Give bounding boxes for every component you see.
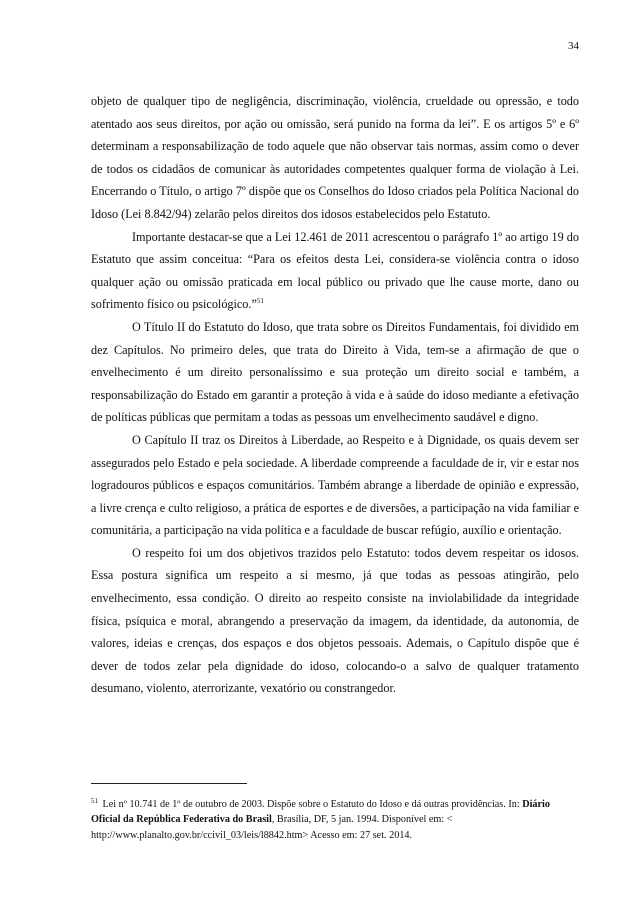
paragraph-text: Importante destacar-se que a Lei 12.461 de 2011 acrescentou o parágrafo 1º ao artigo 19 do Estatuto que assim conceitua: “Para os efeitos desta Lei, considera-se violência contra o idoso qualquer ação ou omissão praticada em local público ou privado que lhe cause morte, dano ou sofrimento físico ou psicológico.”: [91, 229, 579, 312]
footnote-bold-text: Diário Oficial da República Federativa do Brasil: [91, 799, 550, 826]
footnote: [91, 797, 579, 843]
footnote-divider: [91, 783, 247, 784]
paragraph: [91, 316, 579, 429]
paragraph: [91, 429, 579, 542]
footnote-mark: 51: [91, 796, 98, 805]
paragraph: [91, 90, 579, 226]
footnote-text-before: Lei nº 10.741 de 1º de outubro de 2003. Dispõe sobre o Estatuto do Idoso e dá outras providências. In:: [100, 799, 523, 810]
paragraph-text: O respeito foi um dos objetivos trazidos pelo Estatuto: todos devem respeitar os idosos. Essa postura significa um respeito a si mesmo, já que todas as pessoas atingirão, pelo envelhecimento, essa condição. O direito ao respeito consiste na inviolabilidade da integridade física, psíquica e moral, abrangendo a preservação da imagem, da identidade, da autonomia, de valores, ideias e crenças, dos espaços e dos objetos pessoais. Ademais, o Capítulo dispõe que é dever de todos zelar pela dignidade do idoso, colocando-o a salvo de qualquer tratamento desumano, violento, aterrorizante, vexatório ou constrangedor.: [91, 545, 579, 696]
footnote-text-after: , Brasília, DF, 5 jan. 1994. Disponível em: < http://www.planalto.gov.br/ccivil_03/leis/l8842.htm> Acesso em: 27 set. 2014.: [91, 814, 453, 841]
paragraph-text: O Título II do Estatuto do Idoso, que trata sobre os Direitos Fundamentais, foi dividido em dez Capítulos. No primeiro deles, que trata do Direito à Vida, tem-se a afirmação de que o envelhecimento é um direito personalíssimo e sua proteção um direito social e também, a responsabilização do Estado em garantir a proteção à vida e à saúde do idoso mediante a efetivação de políticas públicas que permitam a todas as pessoas um envelhecimento saudável e digno.: [91, 319, 579, 425]
paragraph-text: O Capítulo II traz os Direitos à Liberdade, ao Respeito e à Dignidade, os quais devem ser assegurados pelo Estado e pela sociedade. A liberdade compreende a faculdade de ir, vir e estar nos logradouros públicos e espaços comunitários. Também abrange a liberdade de opinião e expressão, a livre crença e culto religioso, a prática de esportes e de diversões, a participação na vida familiar e comunitária, a participação na vida política e a faculdade de buscar refúgio, auxílio e orientação.: [91, 432, 579, 538]
body-text: [91, 90, 579, 700]
page-number: 34: [568, 40, 579, 52]
paragraph: [91, 542, 579, 700]
footnote-reference: 51: [256, 297, 264, 306]
paragraph: [91, 226, 579, 316]
paragraph-text: objeto de qualquer tipo de negligência, discriminação, violência, crueldade ou opressão, e todo atentado aos seus direitos, por ação ou omissão, será punido na forma da lei”. E os artigos 5º e 6º determinam a responsabilização de todo aquele que não observar tais normas, assim como o dever de todos os cidadãos de comunicar às autoridades competentes qualquer forma de violação à Lei. Encerrando o Título, o artigo 7º dispõe que os Conselhos do Idoso criados pela Política Nacional do Idoso (Lei 8.842/94) zelarão pelos direitos dos idosos estabelecidos pelo Estatuto.: [91, 94, 579, 221]
